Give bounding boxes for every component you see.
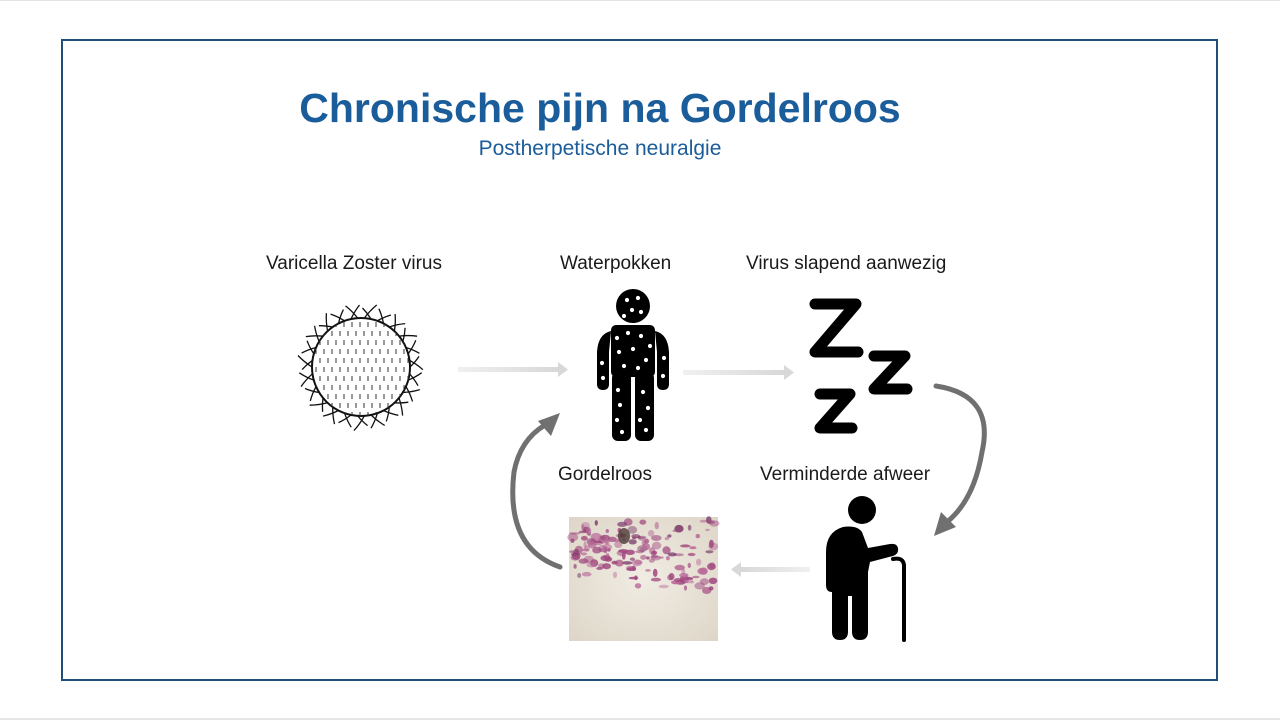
- arrow-waterpokken-to-sleep: [683, 365, 794, 380]
- label-waterpokken: Waterpokken: [560, 253, 672, 274]
- curved-arrow-sleep-to-afweer: [934, 386, 984, 536]
- arrow-virus-to-waterpokken: [458, 362, 568, 377]
- shingles-rash-photo: [567, 516, 719, 641]
- label-gordelroos: Gordelroos: [558, 464, 652, 485]
- label-varicella-zoster-virus: Varicella Zoster virus: [266, 253, 442, 274]
- label-virus-slapend-aanwezig: Virus slapend aanwezig: [746, 253, 947, 274]
- slide-subtitle: Postherpetische neuralgie: [478, 137, 722, 160]
- elderly-person-with-cane-icon: [826, 496, 904, 640]
- slide-title: Chronische pijn na Gordelroos: [299, 85, 901, 131]
- arrow-afweer-to-gordelroos: [731, 562, 810, 577]
- virus-icon: [298, 305, 423, 431]
- sleep-zzz-icon: [815, 304, 907, 428]
- child-with-spots-icon: [597, 289, 669, 441]
- label-verminderde-afweer: Verminderde afweer: [760, 464, 931, 485]
- curved-arrow-gordelroos-to-waterpokken: [513, 413, 560, 567]
